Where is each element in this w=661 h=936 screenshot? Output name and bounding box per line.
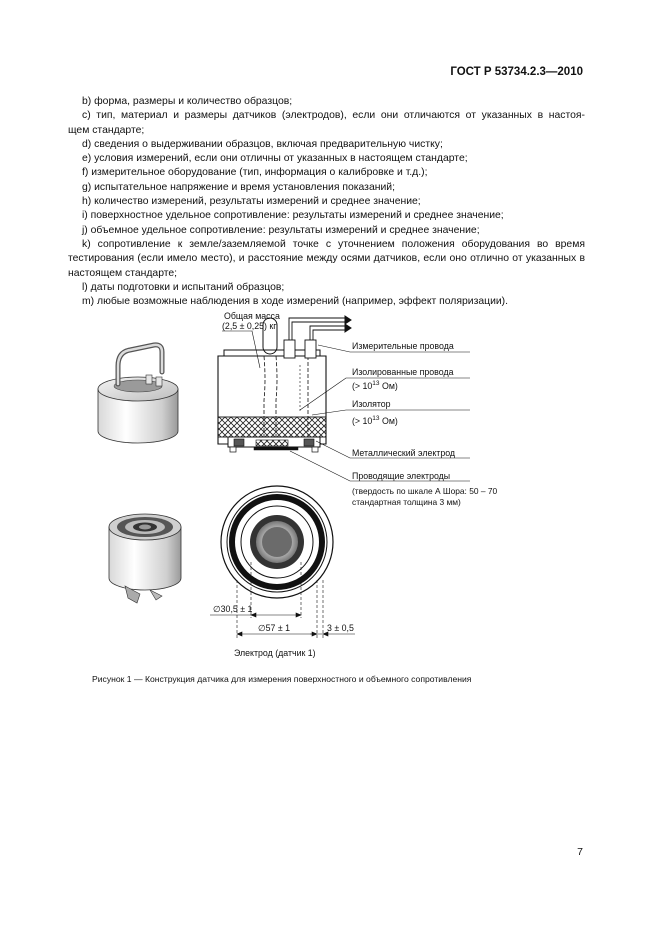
list-item-m: m) любые возможные наблюдения в ходе измерений (например, эффект поляризации). — [82, 296, 509, 308]
list-item-c-line2: щем стандарте; — [68, 124, 145, 136]
list-item-g: g) испытательное напряжение и время установления показаний; — [82, 181, 395, 193]
label-metal-electrode: Металлический электрод — [352, 448, 456, 458]
figure-caption: Рисунок 1 — Конструкция датчика для измерения поверхностного и объемного сопротивления — [92, 674, 472, 684]
dim-ring-width: 3 ± 0,5 — [327, 623, 354, 633]
list-item-l: l) даты подготовки и испытаний образцов; — [82, 281, 285, 293]
electrode-label: Электрод (датчик 1) — [234, 648, 316, 658]
list-item-d: d) сведения о выдерживании образцов, включая предварительную чистку; — [82, 138, 443, 150]
electrode-bottom-view — [221, 486, 333, 598]
list-item-j: j) объемное удельное сопротивление: результаты измерений и среднее значение; — [82, 224, 480, 236]
list-item-k-line1: k) сопротивление к земле/заземляемой точке с уточнением положения оборудования во время — [82, 238, 585, 250]
label-conductive-electrodes: Проводящие электроды — [352, 471, 451, 481]
list-item-c-line1: c) тип, материал и размеры датчиков (электродов), если они отличаются от указанных в настоя- — [82, 110, 585, 122]
sensor-photo-top — [98, 345, 178, 443]
list-item-k-line2: тестирования (если имело место), и расстояние между осями датчиков, если оно отлично от указанных в — [68, 253, 585, 265]
dim-outer-diameter: ∅57 ± 1 — [258, 623, 291, 633]
label-insulated-wires: Изолированные провода — [352, 367, 454, 377]
page-number: 7 — [577, 846, 583, 858]
label-conductive-note-2: стандартная толщина 3 мм) — [352, 497, 461, 507]
document-header: ГОСТ Р 53734.2.3—2010 — [450, 66, 583, 78]
sensor-photo-bottom — [109, 514, 181, 603]
list-item-k-line3: настоящем стандарте; — [68, 267, 178, 279]
list-item-i: i) поверхностное удельное сопротивление: результаты измерений и среднее значение; — [82, 210, 504, 222]
label-measuring-wires: Измерительные провода — [352, 341, 454, 351]
mass-label: Общая масса — [224, 311, 280, 321]
label-conductive-note-1: (твердость по шкале А Шора: 50 – 70 — [352, 486, 498, 496]
label-insulated-resistance: (> $10^{13}$ Ом) — [352, 380, 398, 391]
list-item-h: h) количество измерений, результаты измерений и среднее значение; — [82, 196, 421, 208]
list-item-e: e) условия измерений, если они отличны от указанных в настоящем стандарте; — [82, 153, 468, 165]
label-insulator-resistance: (> $10^{13}$ Ом) — [352, 415, 398, 426]
list-item-b: b) форма, размеры и количество образцов; — [82, 96, 293, 107]
dim-inner-diameter: ∅30,5 ± 1 — [213, 604, 253, 614]
label-insulator: Изолятор — [352, 399, 391, 409]
mass-value: (2,5 ± 0,25) кг — [222, 321, 277, 331]
list-item-f: f) измерительное оборудование (тип, информация о калибровке и т.д.); — [82, 167, 428, 179]
